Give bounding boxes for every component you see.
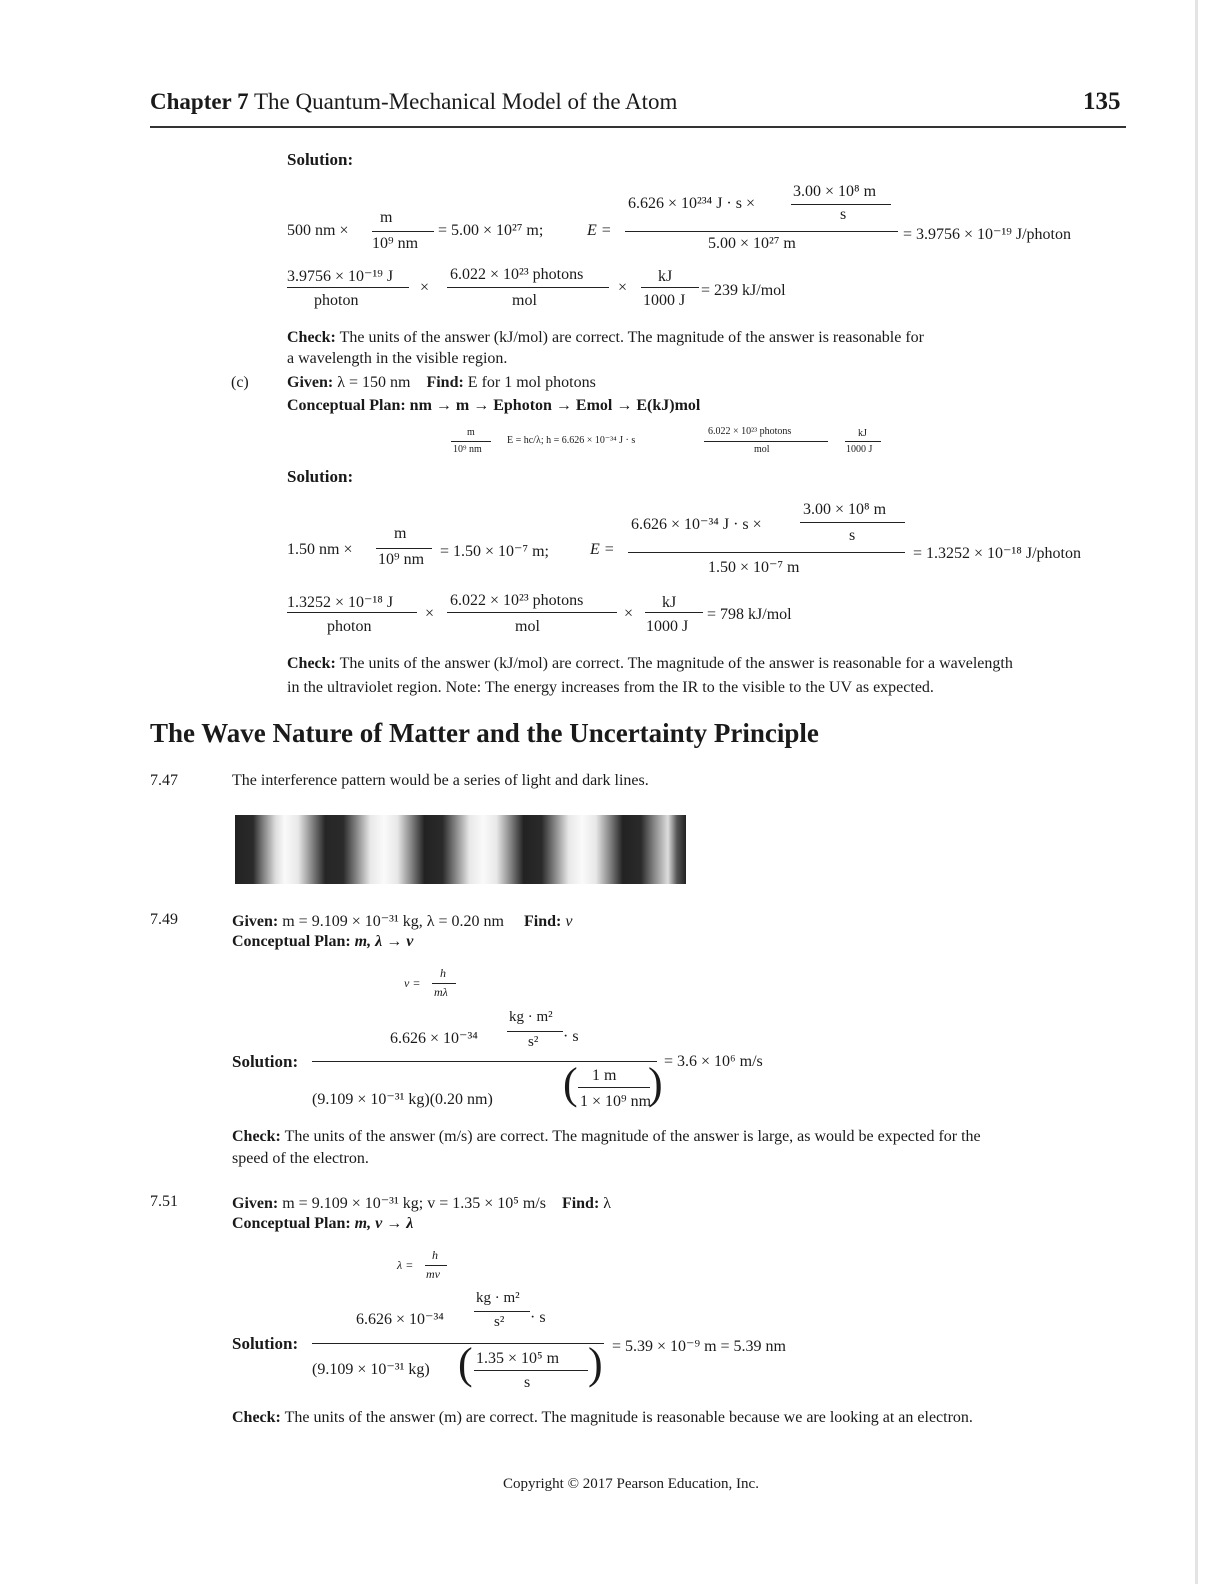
header-rule bbox=[150, 126, 1126, 128]
check-7-49-line2: speed of the electron. bbox=[232, 1150, 369, 1167]
chapter-label: Chapter 7 bbox=[150, 89, 249, 114]
problem-7-51-given: Given: m = 9.109 × 10⁻³¹ kg; v = 1.35 × 10⁵ m/s Find: λ bbox=[232, 1195, 612, 1212]
problem-number-7-49: 7.49 bbox=[150, 911, 178, 928]
solution-c-label: Solution: bbox=[287, 467, 354, 486]
problem-7-47-text: The interference pattern would be a series of light and dark lines. bbox=[232, 772, 649, 789]
page-header bbox=[150, 89, 677, 115]
footer-copyright: Copyright © 2017 Pearson Education, Inc. bbox=[503, 1476, 759, 1492]
interference-pattern-image bbox=[235, 815, 686, 884]
section-title: The Wave Nature of Matter and the Uncertainty Principle bbox=[150, 718, 819, 748]
problem-number-7-47: 7.47 bbox=[150, 772, 178, 789]
page-number: 135 bbox=[1083, 88, 1121, 115]
check-7-51: Check: The units of the answer (m) are correct. The magnitude is reasonable because we are looking at an electron. bbox=[232, 1409, 973, 1426]
problem-7-51-plan: Conceptual Plan: m, v → λ bbox=[232, 1215, 414, 1232]
page-edge-shadow bbox=[1195, 0, 1198, 1584]
part-c-given: Given: λ = 150 nm Find: E for 1 mol photons bbox=[287, 374, 596, 391]
solution-label: Solution: bbox=[287, 150, 354, 169]
check-b-line2: a wavelength in the visible region. bbox=[287, 350, 508, 367]
check-c-line2: in the ultraviolet region. Note: The energy increases from the IR to the visible to the UV as expected. bbox=[287, 679, 934, 696]
check-c: Check: The units of the answer (kJ/mol) are correct. The magnitude of the answer is reasonable for a wavelength bbox=[287, 655, 1013, 672]
part-c-marker: (c) bbox=[231, 374, 249, 391]
check-7-49: Check: The units of the answer (m/s) are correct. The magnitude of the answer is large, as would be expected for the bbox=[232, 1128, 981, 1145]
part-c-plan: Conceptual Plan: nm → m → Ephoton → Emol → E(kJ)mol bbox=[287, 397, 701, 414]
problem-7-49-plan: Conceptual Plan: m, λ → v bbox=[232, 933, 414, 950]
problem-7-49-given: Given: m = 9.109 × 10⁻³¹ kg, λ = 0.20 nm Find: v bbox=[232, 913, 573, 930]
problem-number-7-51: 7.51 bbox=[150, 1193, 178, 1210]
chapter-title: The Quantum-Mechanical Model of the Atom bbox=[253, 89, 678, 114]
check-b: Check: The units of the answer (kJ/mol) are correct. The magnitude of the answer is reasonable for bbox=[287, 329, 924, 346]
